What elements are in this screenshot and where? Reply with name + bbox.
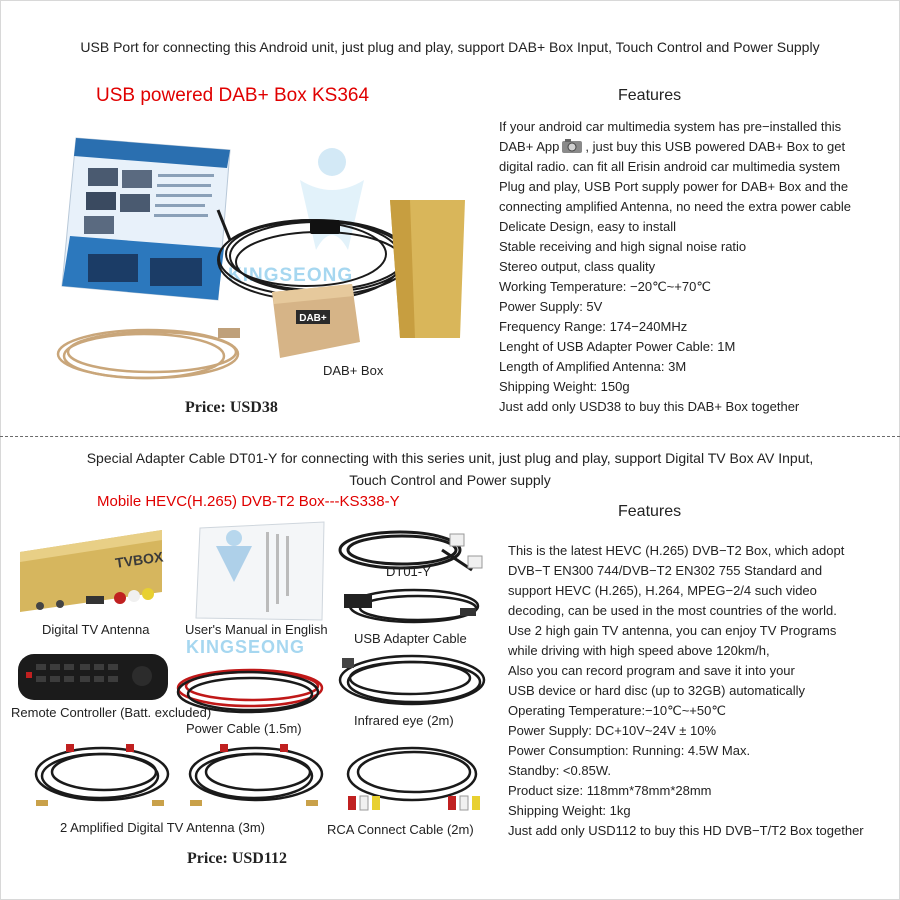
dab-price: Price: USD38 [185, 399, 278, 416]
feature-item: Length of Amplified Antenna: 3M [499, 359, 687, 374]
feature-item: Stable receiving and high signal noise ratio [499, 239, 747, 254]
feature-item: Also you can record program and save it into your [508, 663, 795, 678]
dvb-price: Price: USD112 [187, 850, 287, 867]
dt01y-caption: DT01-Y [386, 564, 431, 579]
section2-banner [0, 447, 900, 491]
feature-item: Power Consumption: Running: 4.5W Max. [508, 743, 751, 758]
rca-cable-image [338, 738, 488, 816]
feature-item: If your android car multimedia system has pre−installed this [499, 119, 842, 134]
feature-item: This is the latest HEVC (H.265) DVB−T2 Box, which adopt [508, 543, 845, 558]
usb-cable-image [48, 318, 248, 388]
feature-item: Operating Temperature:−10℃~+50℃ [508, 703, 726, 718]
feature-item: Standby: <0.85W. [508, 763, 611, 778]
feature-item: Power Supply: 5V [499, 299, 603, 314]
feature-item: USB device or hard disc (up to 32GB) automatically [508, 683, 805, 698]
section2-banner-line2: Touch Control and Power supply [349, 472, 551, 488]
watermark-text: KINGSEONG [228, 265, 354, 286]
amp-antenna-image-2 [180, 740, 330, 812]
feature-item: connecting amplified Antenna, no need the extra power cable [499, 199, 851, 214]
remote-image [14, 646, 174, 706]
dab-features-heading: Features [618, 87, 682, 104]
users-manual-image [190, 522, 330, 622]
feature-item: Use 2 high gain TV antenna, you can enjoy TV Programs [508, 623, 837, 638]
feature-item: digital radio. can fit all Erisin android car multimedia system [499, 159, 841, 174]
dab-box-image [262, 282, 362, 362]
remote-caption: Remote Controller (Batt. excluded) [11, 705, 212, 720]
feature-item: Plug and play, USB Port supply power for DAB+ Box and the [499, 179, 849, 194]
feature-item: Lenght of USB Adapter Power Cable: 1M [499, 339, 736, 354]
section2-banner-line1: Special Adapter Cable DT01-Y for connecting with this series unit, just plug and play, support Digital TV Box AV Input, [86, 450, 814, 466]
feature-item: Just add only USD112 to buy this HD DVB−T/T2 Box together [508, 823, 864, 838]
feature-item-part: , just buy this USB powered DAB+ Box to get [585, 139, 846, 154]
usb-adapter-image [340, 578, 490, 634]
dab-box-label: DAB+ [299, 313, 327, 324]
tv-box-label: TVBOX [114, 548, 165, 571]
dvb-features-list [508, 541, 900, 841]
feature-item [499, 137, 899, 157]
feature-item-part: DAB+ App [499, 139, 560, 154]
dab-features-list [499, 117, 899, 417]
feature-item: Frequency Range: 174−240MHz [499, 319, 688, 334]
section1-banner: USB Port for connecting this Android unit, just plug and play, support DAB+ Box Input, Touch Control and Power Supply [80, 39, 820, 55]
power-cable-caption: Power Cable (1.5m) [186, 721, 302, 736]
dvb-product-title: Mobile HEVC(H.265) DVB-T2 Box---KS338-Y [97, 493, 400, 510]
feature-item: DVB−T EN300 744/DVB−T2 EN302 755 Standard and [508, 563, 823, 578]
users-manual-caption: User's Manual in English [185, 622, 328, 637]
dvb-features-heading: Features [618, 503, 682, 520]
feature-item: Delicate Design, easy to install [499, 219, 677, 234]
feature-item: support HEVC (H.265), H.264, MPEG−2/4 such video [508, 583, 817, 598]
feature-item: Power Supply: DC+10V~24V ± 10% [508, 723, 717, 738]
dab-product-title: USB powered DAB+ Box KS364 [96, 85, 370, 106]
feature-item: Working Temperature: −20℃~+70℃ [499, 279, 711, 294]
usb-adapter-caption: USB Adapter Cable [354, 631, 467, 646]
rca-cable-caption: RCA Connect Cable (2m) [327, 822, 474, 837]
feature-item: decoding, can be used in the most countries of the world. [508, 603, 837, 618]
infrared-eye-image [332, 650, 492, 712]
feature-item: Stereo output, class quality [499, 259, 656, 274]
feature-item: Product size: 118mm*78mm*28mm [508, 783, 712, 798]
section-divider [0, 436, 900, 437]
power-cable-image [170, 658, 330, 720]
watermark-text: KINGSEONG [186, 637, 306, 657]
feature-item: Shipping Weight: 1kg [508, 803, 631, 818]
feature-item: while driving with high speed above 120km/h, [508, 643, 770, 658]
tv-box-image [16, 522, 166, 614]
amp-antenna-caption: 2 Amplified Digital TV Antenna (3m) [60, 820, 265, 835]
feature-item: Just add only USD38 to buy this DAB+ Box together [499, 399, 800, 414]
feature-item: Shipping Weight: 150g [499, 379, 630, 394]
dab-box-caption: DAB+ Box [323, 363, 384, 378]
infrared-eye-caption: Infrared eye (2m) [354, 713, 454, 728]
amp-antenna-image-1 [26, 740, 176, 812]
camera-icon [561, 138, 583, 154]
digital-tv-antenna-caption: Digital TV Antenna [42, 622, 150, 637]
antenna-tape-image [370, 200, 480, 340]
